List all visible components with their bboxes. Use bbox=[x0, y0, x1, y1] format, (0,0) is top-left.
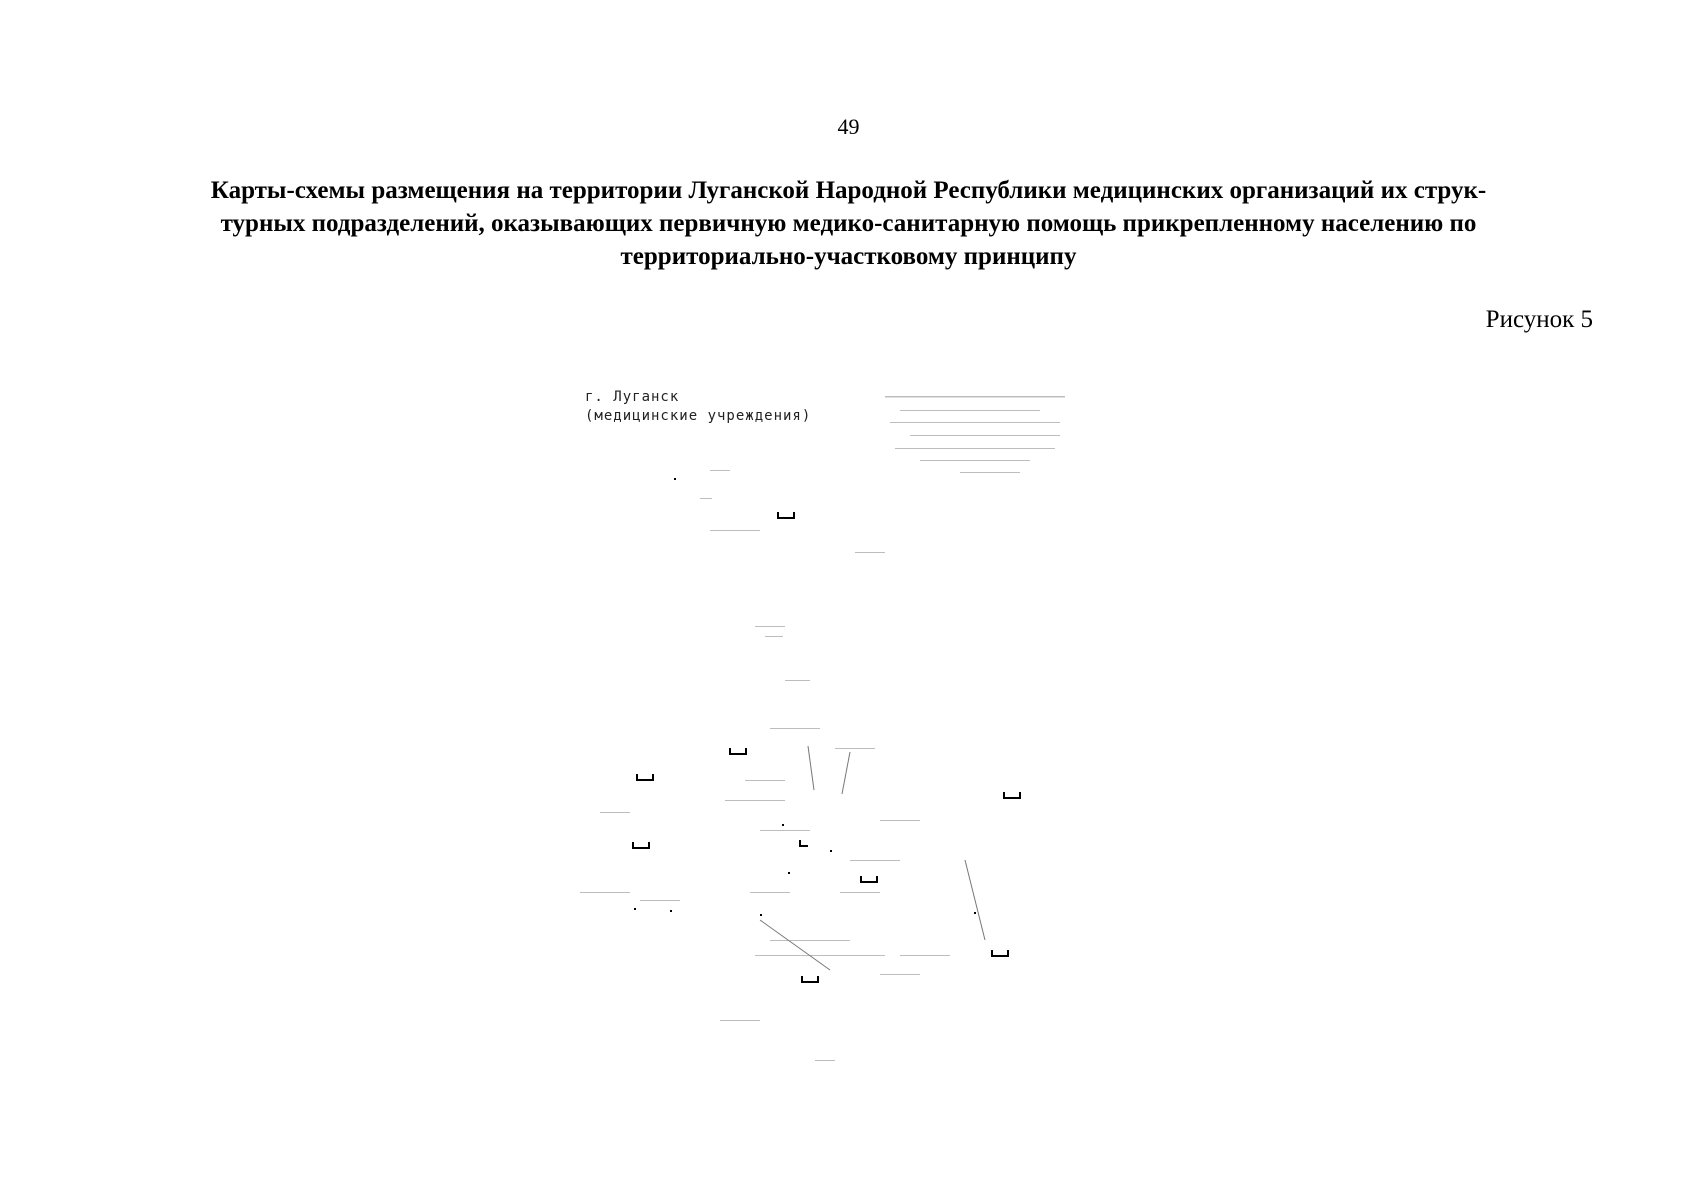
hospital-marker-icon bbox=[861, 876, 877, 882]
hospital-markers bbox=[633, 512, 1020, 982]
map-title-city: г. Луганск bbox=[585, 389, 680, 405]
hospital-marker-icon bbox=[800, 840, 808, 846]
hospital-marker-icon bbox=[637, 774, 653, 780]
hospital-marker-icon bbox=[992, 950, 1008, 956]
hospital-marker-icon bbox=[730, 748, 746, 754]
document-title bbox=[110, 174, 1587, 273]
page-number: 49 bbox=[837, 114, 860, 139]
city-map-figure bbox=[570, 380, 1130, 1100]
map-background-specks bbox=[580, 396, 1065, 1061]
map-drawing bbox=[570, 380, 1130, 1100]
title-line-2: турных подразделений, оказывающих первичную медико-санитарную помощь прикрепленному населению по bbox=[220, 210, 1477, 237]
map-title-subtitle: (медицинские учреждения) bbox=[585, 408, 812, 424]
hospital-marker-icon bbox=[633, 842, 649, 848]
map-road-lines bbox=[760, 746, 985, 970]
title-line-1: Карты-схемы размещения на территории Луганской Народной Республики медицинских организаций их струк- bbox=[210, 177, 1487, 204]
hospital-marker-icon bbox=[802, 976, 818, 982]
hospital-marker-icon bbox=[1004, 792, 1020, 798]
figure-caption: Рисунок 5 bbox=[1485, 306, 1593, 333]
hospital-marker-icon bbox=[778, 512, 794, 518]
title-line-3: территориально-участковому принципу bbox=[620, 243, 1077, 270]
map-dots bbox=[634, 478, 976, 916]
